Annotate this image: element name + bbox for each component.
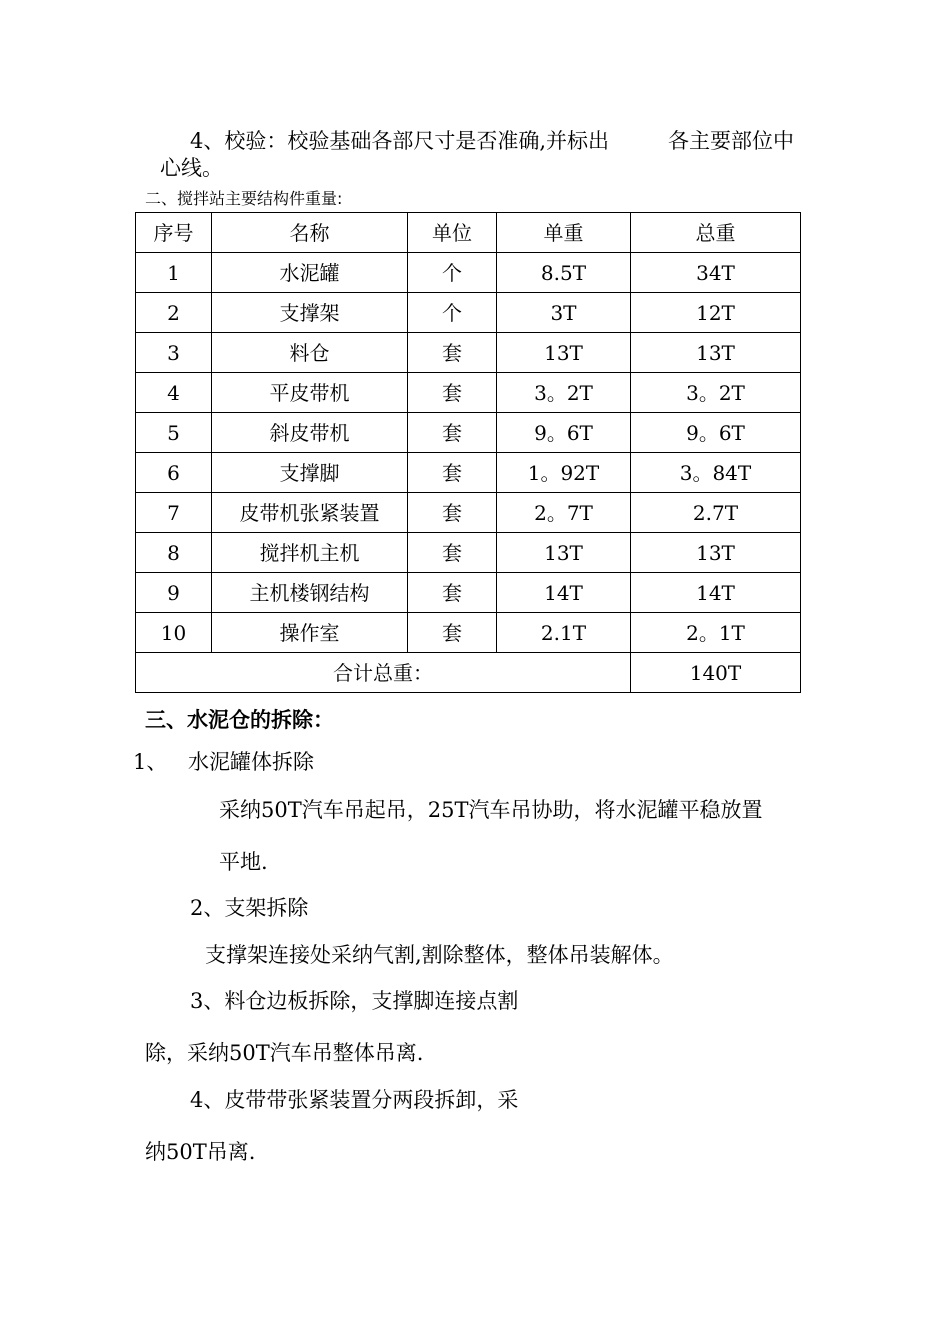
row-total-weight: 3。2T bbox=[631, 373, 801, 413]
header-total-weight: 总重 bbox=[631, 213, 801, 253]
row-unit-weight: 2.1T bbox=[497, 613, 631, 653]
row-unit-weight: 1。92T bbox=[497, 453, 631, 493]
row-name: 平皮带机 bbox=[212, 373, 408, 413]
row-unit: 套 bbox=[408, 333, 497, 373]
row-total-weight: 13T bbox=[631, 333, 801, 373]
row-total-weight: 3。84T bbox=[631, 453, 801, 493]
row-name: 水泥罐 bbox=[212, 253, 408, 293]
table-row bbox=[136, 373, 801, 413]
row-index: 7 bbox=[136, 493, 212, 533]
item-2-title: 2、支架拆除 bbox=[190, 896, 309, 920]
table-row bbox=[136, 533, 801, 573]
item-3-line-1: 3、料仓边板拆除，支撑脚连接点割 bbox=[190, 989, 519, 1013]
table-row bbox=[136, 613, 801, 653]
row-unit: 个 bbox=[408, 253, 497, 293]
total-value: 140T bbox=[631, 653, 801, 693]
row-name: 主机楼钢结构 bbox=[212, 573, 408, 613]
item-1-body-2: 平地. bbox=[219, 850, 268, 874]
weight-table bbox=[135, 212, 801, 693]
row-total-weight: 34T bbox=[631, 253, 801, 293]
table-row bbox=[136, 413, 801, 453]
table-row bbox=[136, 253, 801, 293]
intro-line-1b: 各主要部位中 bbox=[668, 129, 794, 153]
table-row bbox=[136, 333, 801, 373]
row-index: 3 bbox=[136, 333, 212, 373]
item-4-line-1: 4、皮带带张紧装置分两段拆卸，采 bbox=[190, 1088, 519, 1112]
row-index: 10 bbox=[136, 613, 212, 653]
row-index: 9 bbox=[136, 573, 212, 613]
row-total-weight: 2。1T bbox=[631, 613, 801, 653]
header-unit: 单位 bbox=[408, 213, 497, 253]
row-unit: 个 bbox=[408, 293, 497, 333]
row-total-weight: 14T bbox=[631, 573, 801, 613]
row-unit-weight: 2。7T bbox=[497, 493, 631, 533]
row-total-weight: 9。6T bbox=[631, 413, 801, 453]
section-3-heading: 三、水泥仓的拆除： bbox=[145, 707, 334, 732]
intro-line-1a: 4、校验：校验基础各部尺寸是否准确,并标出 bbox=[190, 129, 610, 153]
row-unit-weight: 8.5T bbox=[497, 253, 631, 293]
item-1-number: 1、 bbox=[133, 750, 168, 774]
row-total-weight: 12T bbox=[631, 293, 801, 333]
row-unit-weight: 3T bbox=[497, 293, 631, 333]
row-name: 斜皮带机 bbox=[212, 413, 408, 453]
header-name: 名称 bbox=[212, 213, 408, 253]
header-unit-weight: 单重 bbox=[497, 213, 631, 253]
row-index: 5 bbox=[136, 413, 212, 453]
section-2-heading: 二、搅拌站主要结构件重量: bbox=[145, 189, 343, 208]
table-row bbox=[136, 493, 801, 533]
table-row bbox=[136, 453, 801, 493]
item-1-title: 水泥罐体拆除 bbox=[188, 750, 314, 774]
row-unit: 套 bbox=[408, 413, 497, 453]
row-total-weight: 13T bbox=[631, 533, 801, 573]
row-name: 支撑架 bbox=[212, 293, 408, 333]
row-unit-weight: 14T bbox=[497, 573, 631, 613]
row-index: 1 bbox=[136, 253, 212, 293]
row-unit-weight: 9。6T bbox=[497, 413, 631, 453]
row-unit-weight: 13T bbox=[497, 333, 631, 373]
row-name: 搅拌机主机 bbox=[212, 533, 408, 573]
row-unit: 套 bbox=[408, 373, 497, 413]
item-2-body: 支撑架连接处采纳气割,割除整体，整体吊装解体。 bbox=[205, 943, 674, 967]
row-index: 2 bbox=[136, 293, 212, 333]
row-total-weight: 2.7T bbox=[631, 493, 801, 533]
table-total-row bbox=[136, 653, 801, 693]
table-row bbox=[136, 573, 801, 613]
row-unit-weight: 13T bbox=[497, 533, 631, 573]
row-unit: 套 bbox=[408, 533, 497, 573]
row-name: 料仓 bbox=[212, 333, 408, 373]
row-index: 6 bbox=[136, 453, 212, 493]
weight-table-body bbox=[136, 213, 801, 693]
row-name: 操作室 bbox=[212, 613, 408, 653]
total-label: 合计总重： bbox=[136, 653, 631, 693]
item-1-body-1: 采纳50T汽车吊起吊，25T汽车吊协助，将水泥罐平稳放置 bbox=[219, 798, 763, 822]
row-index: 8 bbox=[136, 533, 212, 573]
row-unit: 套 bbox=[408, 453, 497, 493]
item-3-line-2: 除，采纳50T汽车吊整体吊离. bbox=[145, 1041, 424, 1065]
table-row bbox=[136, 293, 801, 333]
row-name: 皮带机张紧装置 bbox=[212, 493, 408, 533]
row-unit: 套 bbox=[408, 613, 497, 653]
row-unit: 套 bbox=[408, 573, 497, 613]
row-name: 支撑脚 bbox=[212, 453, 408, 493]
row-unit-weight: 3。2T bbox=[497, 373, 631, 413]
row-index: 4 bbox=[136, 373, 212, 413]
header-index: 序号 bbox=[136, 213, 212, 253]
item-4-line-2: 纳50T吊离. bbox=[145, 1140, 256, 1164]
row-unit: 套 bbox=[408, 493, 497, 533]
intro-line-2: 心线。 bbox=[160, 156, 223, 180]
table-header-row bbox=[136, 213, 801, 253]
